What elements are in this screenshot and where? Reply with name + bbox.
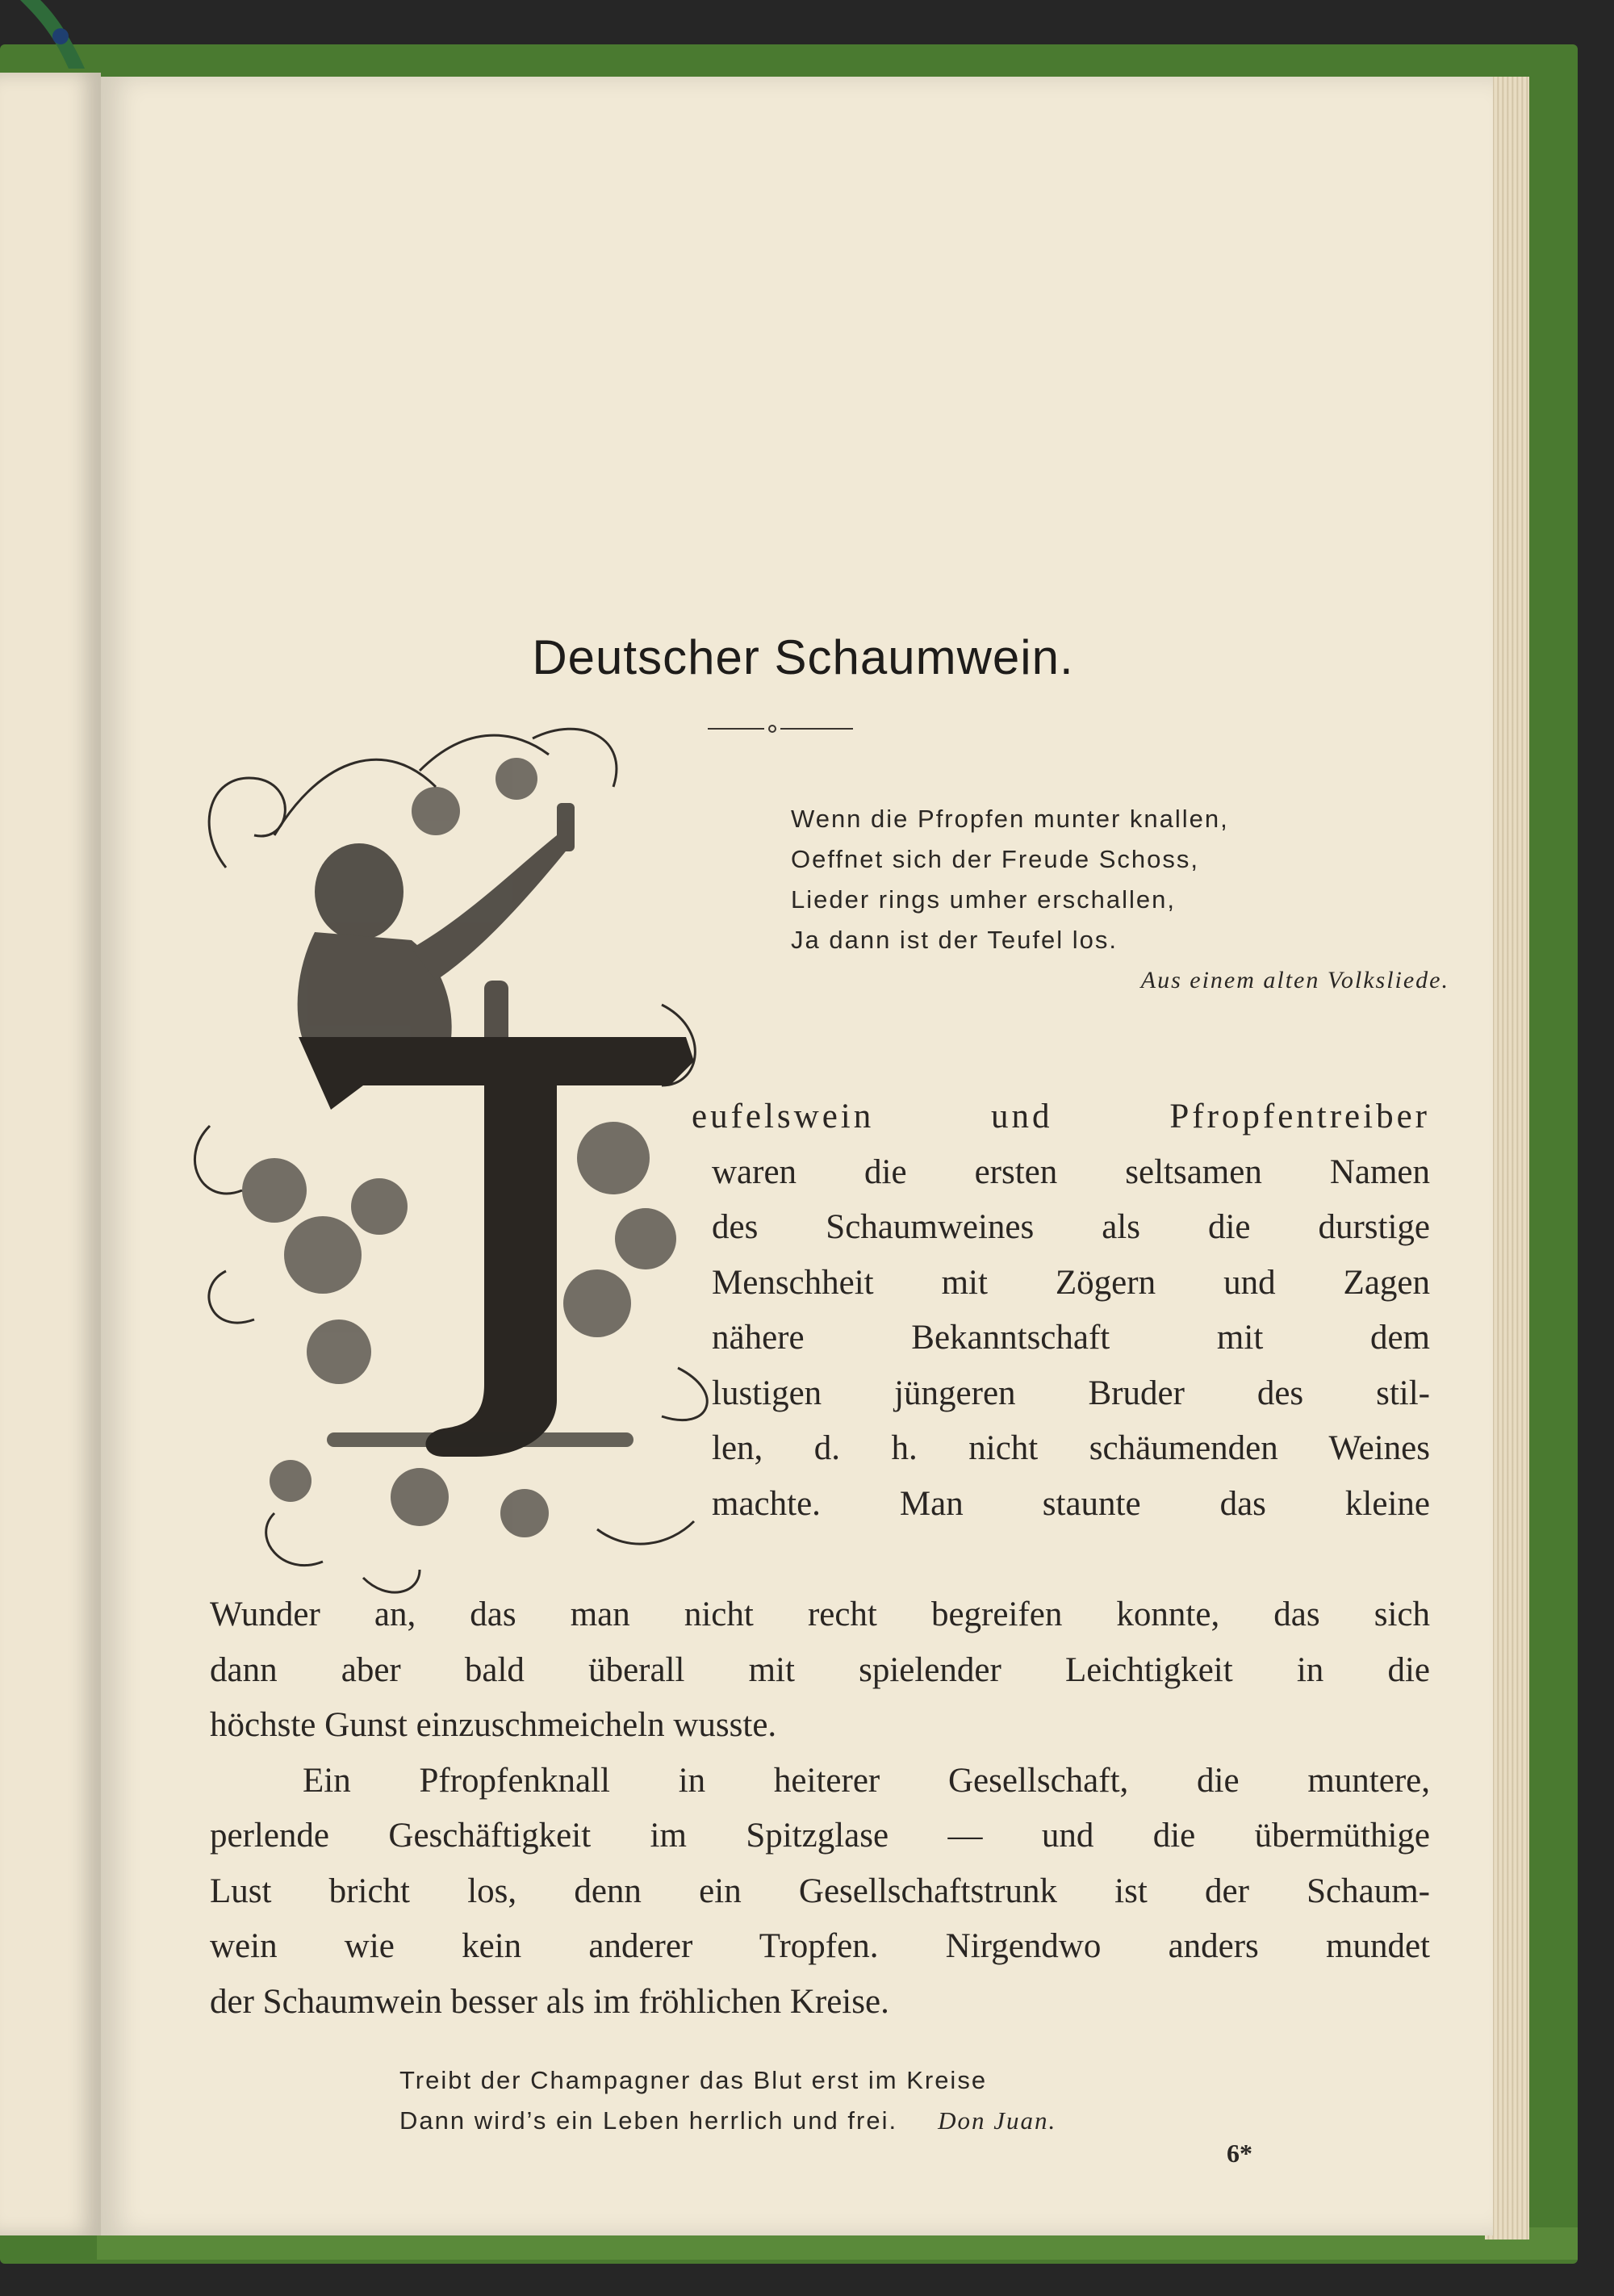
body-text-full	[210, 1587, 1430, 2030]
body-line: des Schaumweines als die durstige	[712, 1208, 1430, 1246]
body-line: lustigen jüngeren Bruder des stil-	[712, 1374, 1430, 1412]
body-line: Ein Pfropfenknall in heiterer Gesellschaft, die muntere,	[303, 1761, 1430, 1800]
quote-line: Treibt der Champagner das Blut erst im Kreise	[399, 2066, 988, 2094]
quote-line-text: Dann wird’s ein Leben herrlich und frei.	[399, 2106, 898, 2135]
previous-page-edge	[0, 73, 101, 2235]
body-line: Lust bricht los, denn ein Gesellschaftstrunk ist der Schaum-	[210, 1872, 1430, 1910]
body-line: Wunder an, das man nicht recht begreifen konnte, das sich	[210, 1595, 1430, 1633]
page-number: 6*	[1227, 2139, 1252, 2168]
body-line: eufelswein und Pfropfentreiber	[692, 1098, 1430, 1135]
epigraph	[791, 799, 1453, 1001]
body-line: der Schaumwein besser als im fröhlichen Kreise.	[210, 1982, 889, 2021]
epigraph-line: Oeffnet sich der Freude Schoss,	[791, 845, 1199, 873]
body-line: wein wie kein anderer Tropfen. Nirgendwo anders mundet	[210, 1927, 1430, 1965]
epigraph-line: Ja dann ist der Teufel los.	[791, 926, 1118, 954]
body-line: Menschheit mit Zögern und Zagen	[712, 1263, 1430, 1302]
epigraph-line: Wenn die Pfropfen munter knallen,	[791, 805, 1229, 833]
quote-line	[399, 2101, 1287, 2141]
body-line: waren die ersten seltsamen Namen	[712, 1152, 1430, 1191]
bookmark-ribbon-icon	[12, 0, 101, 69]
book-page	[101, 77, 1493, 2235]
body-line: höchste Gunst einzuschmeicheln wusste.	[210, 1706, 777, 1744]
closing-quote	[399, 2060, 1287, 2141]
epigraph-source: Aus einem alten Volksliede.	[1140, 967, 1449, 993]
body-line: len, d. h. nicht schäumenden Weines	[712, 1429, 1430, 1467]
epigraph-line: Lieder rings umher erschallen,	[791, 885, 1176, 914]
body-text-wrapped	[692, 1089, 1430, 1532]
body-line: machte. Man staunte das kleine	[712, 1484, 1430, 1523]
quote-attribution: Don Juan.	[938, 2106, 1057, 2135]
body-line: dann aber bald überall mit spielender Leichtigkeit in die	[210, 1650, 1430, 1689]
page-title: Deutscher Schaumwein.	[532, 630, 1074, 684]
decorated-initial-t-illustration	[178, 706, 783, 1610]
body-line: perlende Geschäftigkeit im Spitzglase — und die übermüthige	[210, 1817, 1430, 1855]
body-line: nähere Bekanntschaft mit dem	[712, 1319, 1430, 1357]
